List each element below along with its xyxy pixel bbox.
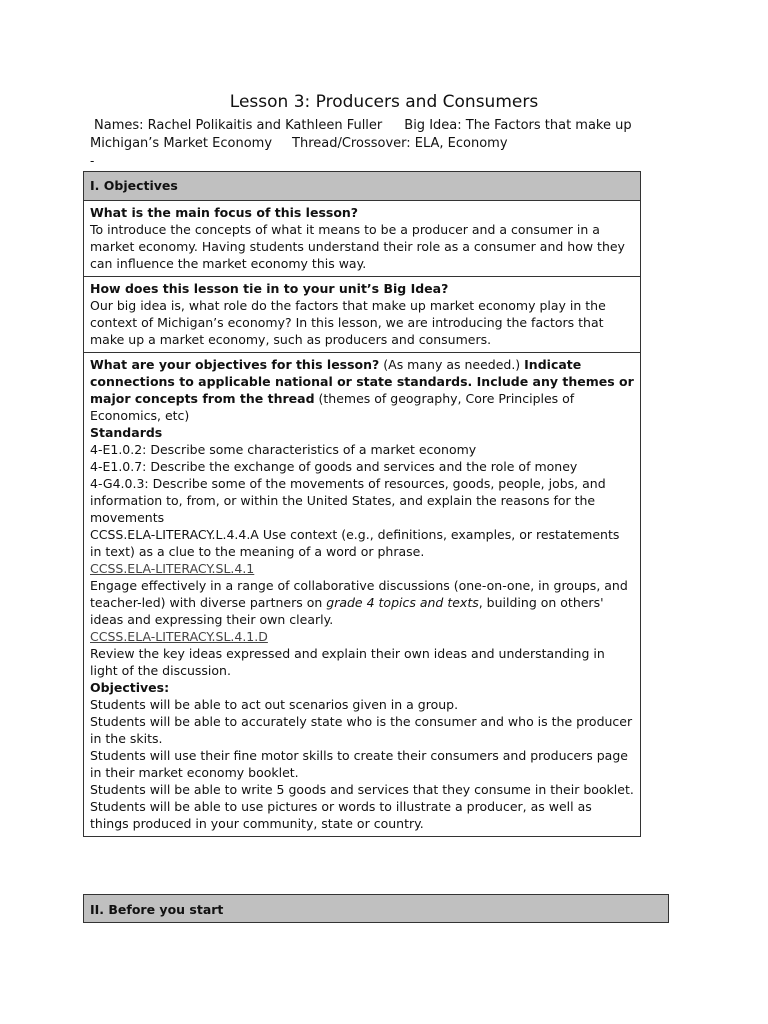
big-idea-text: Big Idea: The Factors that make up — [404, 118, 632, 133]
lesson-meta — [90, 117, 650, 152]
focus-question: What is the main focus of this lesson? — [90, 205, 359, 220]
before-you-start-header: II. Before you start — [83, 894, 669, 923]
objective-item: Students will be able to write 5 goods and services that they consume in their booklet. — [90, 782, 634, 797]
objectives-cell — [84, 353, 641, 837]
thread-text: Thread/Crossover: ELA, Economy — [292, 135, 508, 151]
ccss-link-sl-4-1-d[interactable]: CCSS.ELA-LITERACY.SL.4.1.D — [90, 629, 268, 644]
ccss-text-sl-4-1-d: Review the key ideas expressed and explain their own ideas and understanding in light of the discussion. — [90, 646, 605, 678]
page-title: Lesson 3: Producers and Consumers — [229, 92, 539, 112]
objectives-header: I. Objectives — [84, 172, 641, 201]
ccss-code: CCSS.ELA-LITERACY.L.4.4.A — [90, 527, 259, 542]
big-idea-text-cont: Michigan’s Market Economy — [90, 135, 273, 151]
objectives-question — [90, 356, 634, 424]
objectives-question-bold2: Indicate connections to applicable national or state standards. Include any themes or major concepts from the thread — [90, 357, 634, 406]
big-idea-question: How does this lesson tie in to your unit’s Big Idea? — [90, 281, 449, 296]
names-text: Names: Rachel Polikaitis and Kathleen Fuller — [94, 118, 383, 133]
objective-item: Students will be able to act out scenarios given in a group. — [90, 697, 459, 712]
standards-heading: Standards — [90, 425, 163, 440]
focus-cell — [84, 201, 641, 277]
objectives-question-note2: (themes of geography, Core Principles of Economics, etc) — [90, 391, 575, 423]
objectives-question-bold: What are your objectives for this lesson? — [90, 357, 380, 372]
objective-item: Students will use their fine motor skills to create their consumers and producers page in their market economy booklet. — [90, 748, 628, 780]
objectives-question-note: (As many as needed.) — [379, 357, 525, 372]
standard-item: 4-E1.0.7: Describe the exchange of goods and services and the role of money — [90, 459, 578, 474]
ccss-link-sl-4-1[interactable]: CCSS.ELA-LITERACY.SL.4.1 — [90, 561, 255, 576]
ccss-text-part: Engage effectively in a range of collaborative discussions (one-on-one, in groups, and teacher-led) with diverse partners on — [90, 578, 628, 610]
big-idea-cell — [84, 277, 641, 353]
ccss-text: Use context (e.g., definitions, examples, or restatements in text) as a clue to the meaning of a word or phrase. — [90, 527, 620, 559]
objectives-table — [83, 171, 641, 837]
standard-item: 4-E1.0.2: Describe some characteristics of a market economy — [90, 442, 477, 457]
standard-item: 4-G4.0.3: Describe some of the movements of resources, goods, people, jobs, and information to, from, or within the United States, and explain the reasons for the movements — [90, 476, 606, 525]
ccss-text-sl-4-1 — [90, 577, 634, 628]
focus-answer: To introduce the concepts of what it means to be a producer and a consumer in a market economy. Having students understand their role as a consumer and how they can influence the market economy this way. — [90, 222, 625, 271]
ccss-text-italic: grade 4 topics and texts — [326, 595, 479, 610]
objective-item: Students will be able to use pictures or words to illustrate a producer, as well as things produced in your community, state or country. — [90, 799, 592, 831]
objective-item: Students will be able to accurately state who is the consumer and who is the producer in the skits. — [90, 714, 633, 746]
ccss-text-part: , building on others' ideas and expressing their own clearly. — [90, 595, 604, 627]
big-idea-answer: Our big idea is, what role do the factors that make up market economy play in the context of Michigan’s economy? In this lesson, we are introducing the factors that make up a market economy, such as producers and consumers. — [90, 298, 606, 347]
dash-marker: - — [90, 154, 95, 168]
ccss-standard — [90, 526, 634, 560]
objectives-heading: Objectives: — [90, 680, 170, 695]
